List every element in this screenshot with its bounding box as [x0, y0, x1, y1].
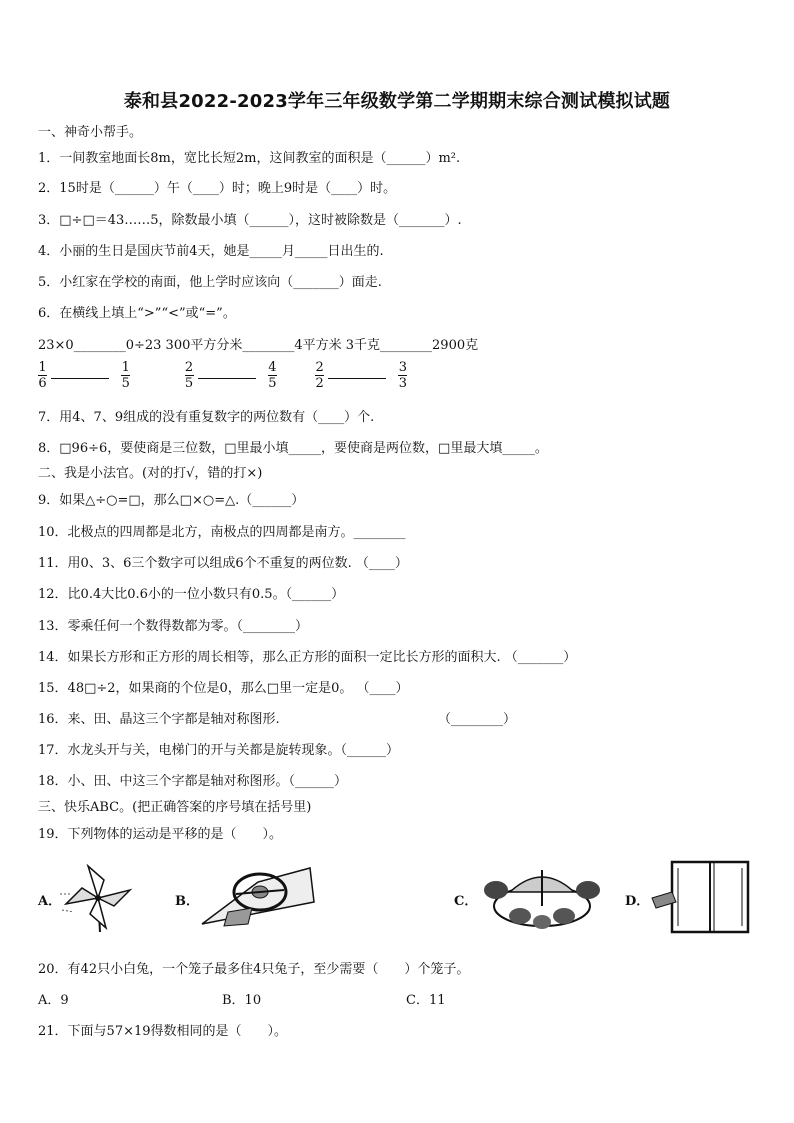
- fraction: $\frac{1}{5}$: [121, 360, 130, 391]
- question-18: 18．小、田、中这三个字都是轴对称图形。（______）: [38, 774, 348, 789]
- question-8: 8．□96÷6，要使商是三位数，□里最小填_____，要使商是两位数，□里最大填_____。: [38, 441, 548, 456]
- question-5: 5．小红家在学校的南面，他上学时应该向（_______）面走.: [38, 275, 382, 290]
- question-19: 19．下列物体的运动是平移的是（ ）。: [38, 827, 283, 842]
- answer-blank[interactable]: [328, 367, 386, 379]
- question-6-row-2: [38, 361, 407, 390]
- fraction: $\frac{4}{5}$: [268, 360, 277, 391]
- fraction: $\frac{1}{6}$: [38, 360, 47, 391]
- option-a: A．9: [38, 993, 69, 1008]
- question-17: 17．水龙头开与关，电梯门的开与关都是旋转现象。（______）: [38, 743, 400, 758]
- option-d-label: D．: [625, 894, 650, 909]
- question-9: 9．如果△÷○=□，那么□×○=△.（______）: [38, 493, 305, 508]
- section-heading-2: 二、我是小法官。(对的打√，错的打×): [38, 466, 263, 481]
- fraction: $\frac{3}{3}$: [398, 360, 408, 391]
- answer-blank[interactable]: [198, 367, 256, 379]
- question-15: 15．48□÷2，如果商的个位是0，那么□里一定是0。 （____）: [38, 681, 409, 696]
- option-b: B．10: [222, 993, 262, 1008]
- page-title: 泰和县2022-2023学年三年级数学第二学期期末综合测试模拟试题: [123, 91, 671, 112]
- option-b-label: B．: [175, 894, 199, 909]
- question-4: 4．小丽的生日是国庆节前4天，她是_____月_____日出生的.: [38, 244, 384, 259]
- fraction: $\frac{2}{2}$: [315, 360, 324, 391]
- question-2: 2．15时是（______）午（____）时；晚上9时是（____）时。: [38, 181, 397, 196]
- answer-blank[interactable]: [51, 367, 109, 379]
- option-c: C．11: [406, 993, 446, 1008]
- question-12: 12．比0.4大比0.6小的一位小数只有0.5。（______）: [38, 587, 345, 602]
- carousel-picture: [480, 862, 600, 934]
- question-14: 14．如果长方形和正方形的周长相等，那么正方形的面积一定比长方形的面积大. （_______）: [38, 650, 577, 665]
- question-16: 16．来、田、晶这三个字都是轴对称图形.: [38, 712, 280, 727]
- sliding-window-picture: [648, 858, 752, 936]
- option-a-label: A．: [38, 894, 62, 909]
- question-7: 7．用4、7、9组成的没有重复数字的两位数有（____）个.: [38, 410, 375, 425]
- question-21: 21．下面与57×19得数相同的是（ ）。: [38, 1024, 288, 1039]
- section-heading-3: 三、快乐ABC。(把正确答案的序号填在括号里): [38, 800, 312, 815]
- steering-wheel-picture: [198, 862, 318, 932]
- question-11: 11．用0、3、6三个数字可以组成6个不重复的两位数. （____）: [38, 556, 408, 571]
- question-6-row-1: 23×0________0÷23 300平方分米________4平方米 3千克________2900克: [38, 338, 479, 353]
- question-1: 1．一间教室地面长8m，宽比长短2m，这间教室的面积是（______）m².: [38, 151, 461, 166]
- pinwheel-picture: [58, 860, 138, 934]
- option-c-label: C．: [454, 894, 478, 909]
- question-3: 3．□÷□＝43……5，除数最小填（______），这时被除数是（_______）.: [38, 213, 462, 228]
- question-20: 20．有42只小白兔，一个笼子最多住4只兔子，至少需要（ ）个笼子。: [38, 962, 470, 977]
- question-6: 6．在横线上填上“>”“<”或“=”。: [38, 306, 236, 321]
- question-10: 10．北极点的四周都是北方，南极点的四周都是南方。________: [38, 525, 406, 540]
- fraction: $\frac{2}{5}$: [184, 360, 194, 391]
- section-heading-1: 一、神奇小帮手。: [38, 125, 143, 140]
- question-13: 13．零乘任何一个数得数都为零。（________）: [38, 619, 309, 634]
- question-16-blank: （________）: [438, 712, 517, 727]
